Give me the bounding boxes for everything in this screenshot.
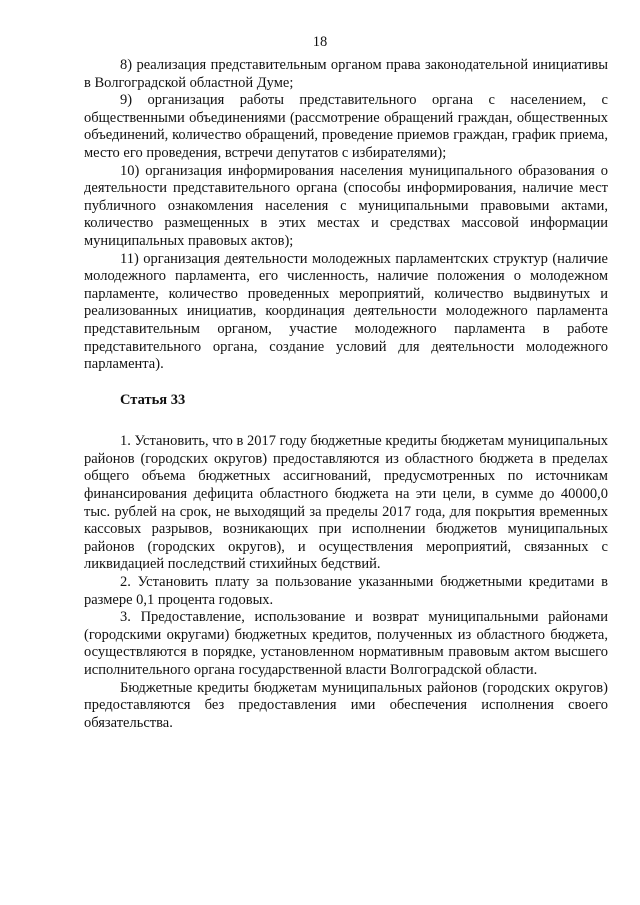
page-number: 18 xyxy=(312,34,328,50)
document-body xyxy=(84,57,608,732)
spacer xyxy=(84,409,608,433)
spacer xyxy=(84,374,608,392)
article-paragraph-3: 3. Предоставление, использование и возврат муниципальными районами (городскими округами) бюджетных кредитов, полученных из областного бюджета, осуществляются в порядке, установленном нормативным правовым актом высшего исполнительного органа государственной власти Волгоградской области. xyxy=(84,609,608,678)
article-paragraph-2: 2. Установить плату за пользование указанными бюджетными кредитами в размере 0,1 процента годовых. xyxy=(84,574,608,608)
list-item-10: 10) организация информирования населения муниципального образования о деятельности представительного органа (способы информирования, наличие мест публичного ознакомления населения с муниципальными правовыми актами, количество размещенных в этих местах и средствах массовой информации муниципальных правовых актов); xyxy=(84,162,608,249)
list-item-11: 11) организация деятельности молодежных парламентских структур (наличие молодежного парламента, его численность, наличие положения о молодежном парламенте, количество проведенных мероприятий, количество выдвинутых и реализованных инициатив, координация деятельности молодежного парламента представительным органом, участие молодежного парламента в работе представительного органа, создание условий для деятельности молодежного парламента). xyxy=(84,250,608,373)
article-title: Статья 33 xyxy=(120,391,186,408)
list-item-8: 8) реализация представительным органом права законодательной инициативы в Волгоградской областной Думе; xyxy=(84,57,608,91)
article-paragraph-4: Бюджетные кредиты бюджетам муниципальных районов (городских округов) предоставляются без предоставления ими обеспечения исполнения своего обязательства. xyxy=(84,679,608,731)
article-paragraph-1: 1. Установить, что в 2017 году бюджетные кредиты бюджетам муниципальных районов (городских округов) предоставляются из областного бюджета в пределах общего объема бюджетных ассигнований, предусмотренных по источникам финансирования дефицита областного бюджета на эти цели, в сумме до 40000,0 тыс. рублей на срок, не выходящий за пределы 2017 года, для покрытия временных кассовых разрывов, возникающих при исполнении бюджетов муниципальных районов (городских округов), и осуществления мероприятий, связанных с ликвидацией последствий стихийных бедствий. xyxy=(84,433,608,573)
list-item-9: 9) организация работы представительного органа с населением, с общественными объединениями (рассмотрение обращений граждан, общественных объединений, количество обращений, проведение приемов граждан, график приема, место его проведения, встречи депутатов с избирателями); xyxy=(84,92,608,161)
